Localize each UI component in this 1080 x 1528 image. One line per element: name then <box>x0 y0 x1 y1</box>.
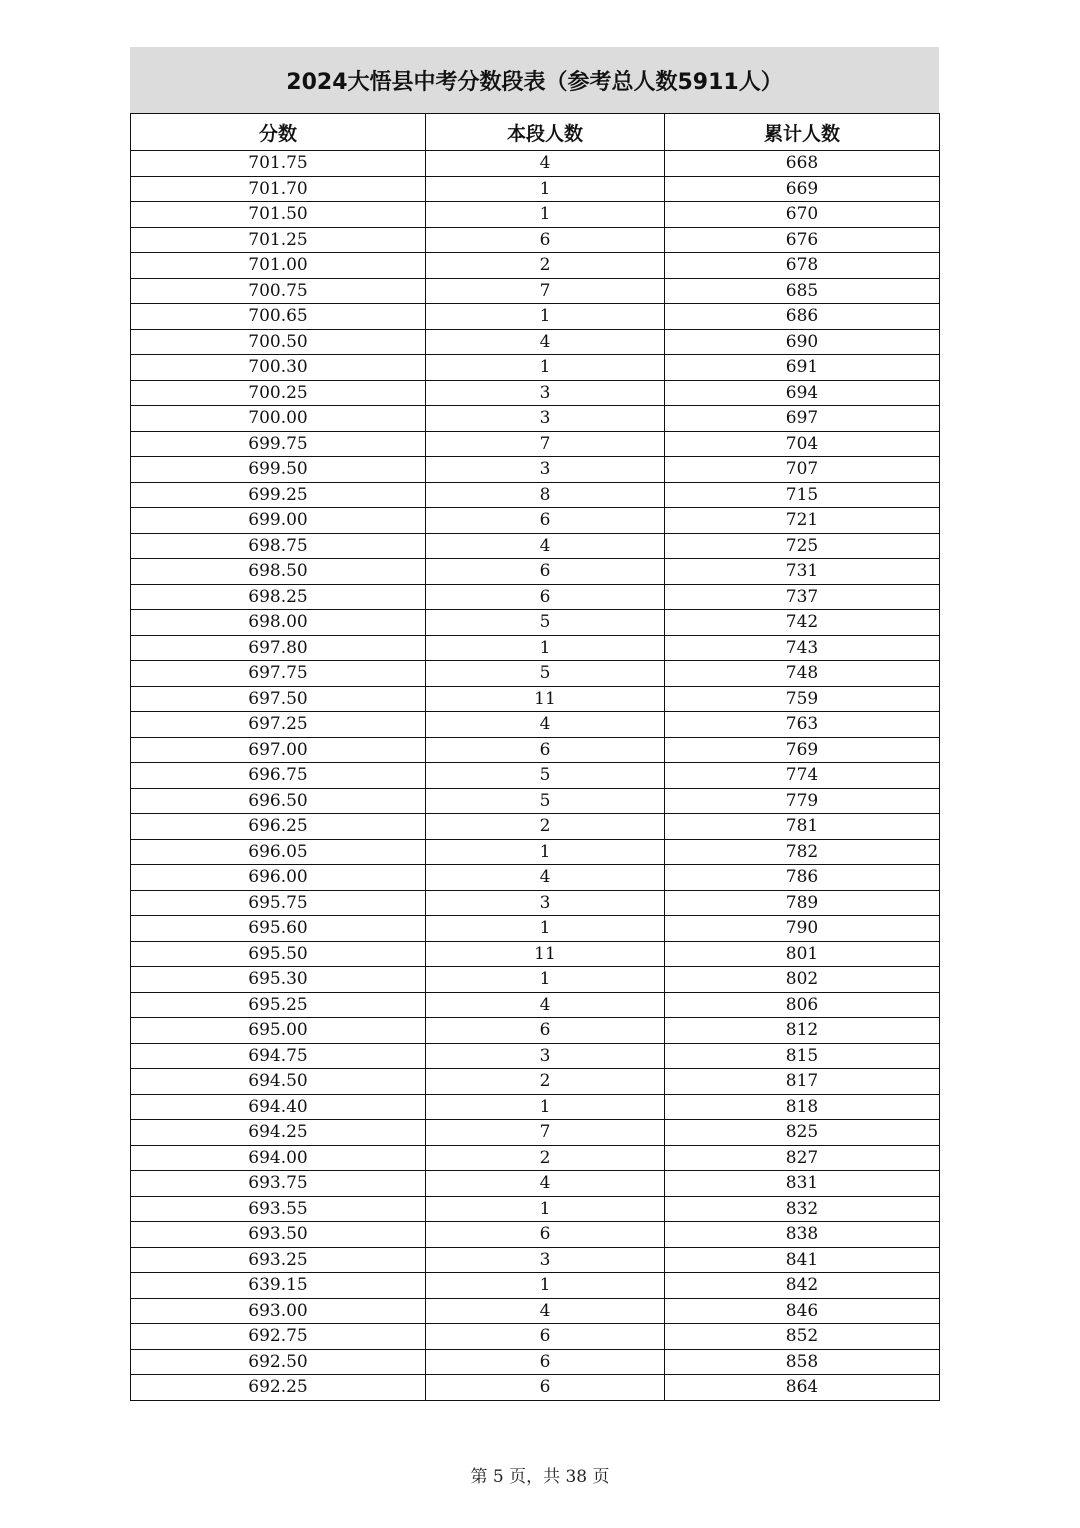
cumulative-count-cell: 715 <box>665 482 940 508</box>
cumulative-count-cell: 748 <box>665 661 940 687</box>
table-row <box>131 304 940 330</box>
segment-count-cell: 2 <box>426 1145 665 1171</box>
segment-count-cell: 4 <box>426 329 665 355</box>
segment-count-cell: 4 <box>426 1171 665 1197</box>
cumulative-count-cell: 801 <box>665 941 940 967</box>
table-row <box>131 992 940 1018</box>
table-row <box>131 712 940 738</box>
cumulative-count-cell: 704 <box>665 431 940 457</box>
segment-count-cell: 4 <box>426 151 665 177</box>
cumulative-count-cell: 763 <box>665 712 940 738</box>
segment-count-cell: 2 <box>426 1069 665 1095</box>
table-row <box>131 329 940 355</box>
table-row <box>131 508 940 534</box>
table-row <box>131 1145 940 1171</box>
score-cell: 700.65 <box>131 304 426 330</box>
score-cell: 701.75 <box>131 151 426 177</box>
segment-count-cell: 1 <box>426 1273 665 1299</box>
table-row <box>131 1298 940 1324</box>
table-row <box>131 763 940 789</box>
segment-count-cell: 11 <box>426 686 665 712</box>
table-row <box>131 610 940 636</box>
cumulative-count-cell: 789 <box>665 890 940 916</box>
segment-count-cell: 6 <box>426 737 665 763</box>
score-cell: 699.00 <box>131 508 426 534</box>
segment-count-cell: 6 <box>426 584 665 610</box>
table-row <box>131 941 940 967</box>
segment-count-cell: 6 <box>426 1018 665 1044</box>
score-cell: 692.75 <box>131 1324 426 1350</box>
segment-count-cell: 1 <box>426 202 665 228</box>
cumulative-count-cell: 802 <box>665 967 940 993</box>
cumulative-count-cell: 691 <box>665 355 940 381</box>
score-cell: 695.60 <box>131 916 426 942</box>
segment-count-cell: 3 <box>426 1247 665 1273</box>
cumulative-count-cell: 694 <box>665 380 940 406</box>
table-row <box>131 278 940 304</box>
segment-count-cell: 6 <box>426 1349 665 1375</box>
cumulative-count-cell: 742 <box>665 610 940 636</box>
segment-count-cell: 4 <box>426 712 665 738</box>
segment-count-cell: 2 <box>426 814 665 840</box>
table-row <box>131 202 940 228</box>
score-cell: 699.25 <box>131 482 426 508</box>
score-cell: 693.55 <box>131 1196 426 1222</box>
cumulative-count-cell: 759 <box>665 686 940 712</box>
score-cell: 700.25 <box>131 380 426 406</box>
table-row <box>131 559 940 585</box>
segment-count-cell: 6 <box>426 227 665 253</box>
cumulative-count-cell: 864 <box>665 1375 940 1401</box>
table-row <box>131 1043 940 1069</box>
score-cell: 697.50 <box>131 686 426 712</box>
table-row <box>131 533 940 559</box>
table-row <box>131 1120 940 1146</box>
segment-count-cell: 3 <box>426 890 665 916</box>
table-row <box>131 661 940 687</box>
table-row <box>131 916 940 942</box>
segment-count-cell: 4 <box>426 1298 665 1324</box>
segment-count-cell: 6 <box>426 508 665 534</box>
segment-count-cell: 1 <box>426 176 665 202</box>
segment-count-cell: 1 <box>426 839 665 865</box>
table-row <box>131 890 940 916</box>
score-cell: 700.50 <box>131 329 426 355</box>
score-distribution-table <box>130 113 940 1401</box>
segment-count-cell: 1 <box>426 355 665 381</box>
score-cell: 698.25 <box>131 584 426 610</box>
score-cell: 693.75 <box>131 1171 426 1197</box>
score-cell: 694.75 <box>131 1043 426 1069</box>
table-row <box>131 686 940 712</box>
cumulative-count-cell: 697 <box>665 406 940 432</box>
table-row <box>131 431 940 457</box>
score-cell: 696.50 <box>131 788 426 814</box>
score-cell: 694.40 <box>131 1094 426 1120</box>
segment-count-cell: 5 <box>426 610 665 636</box>
header-cumulative-count: 累计人数 <box>665 114 940 151</box>
table-row <box>131 406 940 432</box>
table-row <box>131 1324 940 1350</box>
header-row <box>131 114 940 151</box>
cumulative-count-cell: 817 <box>665 1069 940 1095</box>
table-row <box>131 1247 940 1273</box>
score-cell: 697.00 <box>131 737 426 763</box>
table-row <box>131 967 940 993</box>
table-row <box>131 1171 940 1197</box>
cumulative-count-cell: 831 <box>665 1171 940 1197</box>
cumulative-count-cell: 769 <box>665 737 940 763</box>
score-cell: 696.25 <box>131 814 426 840</box>
header-score: 分数 <box>131 114 426 151</box>
cumulative-count-cell: 790 <box>665 916 940 942</box>
segment-count-cell: 11 <box>426 941 665 967</box>
segment-count-cell: 3 <box>426 1043 665 1069</box>
table-row <box>131 1069 940 1095</box>
score-cell: 700.30 <box>131 355 426 381</box>
segment-count-cell: 1 <box>426 1196 665 1222</box>
table-row <box>131 814 940 840</box>
score-cell: 697.25 <box>131 712 426 738</box>
cumulative-count-cell: 782 <box>665 839 940 865</box>
cumulative-count-cell: 686 <box>665 304 940 330</box>
cumulative-count-cell: 721 <box>665 508 940 534</box>
score-cell: 695.25 <box>131 992 426 1018</box>
cumulative-count-cell: 825 <box>665 1120 940 1146</box>
score-cell: 693.00 <box>131 1298 426 1324</box>
segment-count-cell: 3 <box>426 380 665 406</box>
cumulative-count-cell: 668 <box>665 151 940 177</box>
table-row <box>131 1375 940 1401</box>
cumulative-count-cell: 685 <box>665 278 940 304</box>
segment-count-cell: 5 <box>426 661 665 687</box>
segment-count-cell: 1 <box>426 1094 665 1120</box>
table-row <box>131 584 940 610</box>
table-body <box>131 151 940 1401</box>
segment-count-cell: 1 <box>426 304 665 330</box>
cumulative-count-cell: 725 <box>665 533 940 559</box>
score-cell: 695.75 <box>131 890 426 916</box>
segment-count-cell: 4 <box>426 992 665 1018</box>
cumulative-count-cell: 812 <box>665 1018 940 1044</box>
table-row <box>131 380 940 406</box>
segment-count-cell: 6 <box>426 1375 665 1401</box>
score-cell: 699.75 <box>131 431 426 457</box>
table-row <box>131 737 940 763</box>
score-cell: 697.80 <box>131 635 426 661</box>
segment-count-cell: 7 <box>426 278 665 304</box>
score-cell: 696.75 <box>131 763 426 789</box>
segment-count-cell: 1 <box>426 967 665 993</box>
table-row <box>131 1273 940 1299</box>
table-row <box>131 253 940 279</box>
segment-count-cell: 6 <box>426 1324 665 1350</box>
cumulative-count-cell: 838 <box>665 1222 940 1248</box>
table-row <box>131 1094 940 1120</box>
score-cell: 694.50 <box>131 1069 426 1095</box>
segment-count-cell: 4 <box>426 865 665 891</box>
cumulative-count-cell: 774 <box>665 763 940 789</box>
cumulative-count-cell: 690 <box>665 329 940 355</box>
cumulative-count-cell: 806 <box>665 992 940 1018</box>
table-title: 2024大悟县中考分数段表（参考总人数5911人） <box>130 47 939 113</box>
segment-count-cell: 1 <box>426 635 665 661</box>
score-cell: 701.25 <box>131 227 426 253</box>
table-row <box>131 839 940 865</box>
table-row <box>131 1018 940 1044</box>
score-cell: 701.70 <box>131 176 426 202</box>
cumulative-count-cell: 743 <box>665 635 940 661</box>
segment-count-cell: 1 <box>426 916 665 942</box>
segment-count-cell: 3 <box>426 457 665 483</box>
score-cell: 700.00 <box>131 406 426 432</box>
cumulative-count-cell: 781 <box>665 814 940 840</box>
score-cell: 699.50 <box>131 457 426 483</box>
score-cell: 698.50 <box>131 559 426 585</box>
segment-count-cell: 6 <box>426 559 665 585</box>
cumulative-count-cell: 832 <box>665 1196 940 1222</box>
table-row <box>131 865 940 891</box>
segment-count-cell: 8 <box>426 482 665 508</box>
header-segment-count: 本段人数 <box>426 114 665 151</box>
segment-count-cell: 7 <box>426 431 665 457</box>
segment-count-cell: 7 <box>426 1120 665 1146</box>
score-cell: 696.00 <box>131 865 426 891</box>
score-cell: 694.00 <box>131 1145 426 1171</box>
cumulative-count-cell: 842 <box>665 1273 940 1299</box>
segment-count-cell: 3 <box>426 406 665 432</box>
cumulative-count-cell: 731 <box>665 559 940 585</box>
score-cell: 697.75 <box>131 661 426 687</box>
table-row <box>131 355 940 381</box>
cumulative-count-cell: 670 <box>665 202 940 228</box>
cumulative-count-cell: 707 <box>665 457 940 483</box>
score-cell: 694.25 <box>131 1120 426 1146</box>
segment-count-cell: 5 <box>426 788 665 814</box>
score-cell: 701.00 <box>131 253 426 279</box>
score-cell: 695.00 <box>131 1018 426 1044</box>
cumulative-count-cell: 737 <box>665 584 940 610</box>
table-row <box>131 151 940 177</box>
cumulative-count-cell: 858 <box>665 1349 940 1375</box>
table-row <box>131 1349 940 1375</box>
cumulative-count-cell: 779 <box>665 788 940 814</box>
segment-count-cell: 6 <box>426 1222 665 1248</box>
score-cell: 692.50 <box>131 1349 426 1375</box>
cumulative-count-cell: 676 <box>665 227 940 253</box>
table-row <box>131 788 940 814</box>
table-row <box>131 1196 940 1222</box>
segment-count-cell: 5 <box>426 763 665 789</box>
cumulative-count-cell: 846 <box>665 1298 940 1324</box>
segment-count-cell: 2 <box>426 253 665 279</box>
cumulative-count-cell: 678 <box>665 253 940 279</box>
cumulative-count-cell: 786 <box>665 865 940 891</box>
score-cell: 696.05 <box>131 839 426 865</box>
score-cell: 695.50 <box>131 941 426 967</box>
cumulative-count-cell: 669 <box>665 176 940 202</box>
cumulative-count-cell: 841 <box>665 1247 940 1273</box>
table-row <box>131 176 940 202</box>
score-cell: 698.00 <box>131 610 426 636</box>
score-cell: 695.30 <box>131 967 426 993</box>
cumulative-count-cell: 827 <box>665 1145 940 1171</box>
score-cell: 701.50 <box>131 202 426 228</box>
score-cell: 693.25 <box>131 1247 426 1273</box>
cumulative-count-cell: 818 <box>665 1094 940 1120</box>
score-cell: 639.15 <box>131 1273 426 1299</box>
table-row <box>131 1222 940 1248</box>
cumulative-count-cell: 852 <box>665 1324 940 1350</box>
score-cell: 700.75 <box>131 278 426 304</box>
score-cell: 692.25 <box>131 1375 426 1401</box>
table-row <box>131 635 940 661</box>
score-cell: 693.50 <box>131 1222 426 1248</box>
table-row <box>131 457 940 483</box>
page-footer: 第 5 页，共 38 页 <box>470 1467 610 1487</box>
table-row <box>131 227 940 253</box>
segment-count-cell: 4 <box>426 533 665 559</box>
score-cell: 698.75 <box>131 533 426 559</box>
table-row <box>131 482 940 508</box>
cumulative-count-cell: 815 <box>665 1043 940 1069</box>
